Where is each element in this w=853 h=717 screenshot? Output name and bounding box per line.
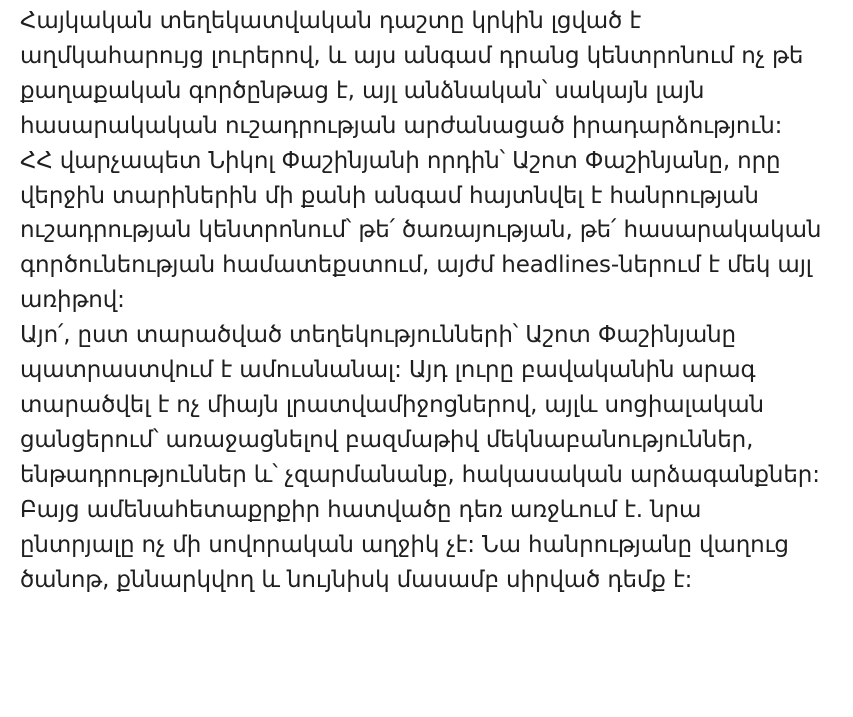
text-line: քաղաքական գործընթաց է, այլ անձնական՝ սակայն լայն xyxy=(20,77,705,104)
text-line: աղմկահարույց լուրերով, և այս անգամ դրանց կենտրոնում ոչ թե xyxy=(20,42,804,69)
text-line: ՀՀ վարչապետ Նիկոլ Փաշինյանի որդին՝ Աշոտ Փաշինյանը, որը xyxy=(20,147,781,174)
article-body xyxy=(20,4,850,597)
text-line: պատրաստվում է ամուսնանալ: Այդ լուրը բավականին արագ xyxy=(20,357,756,384)
text-line: Հայկական տեղեկատվական դաշտը կրկին լցված է xyxy=(20,8,642,34)
text-line: տարածվել է ոչ միայն լրատվամիջոցներով, այլև սոցիալական xyxy=(20,391,764,418)
text-line: ենթադրություններ և՝ չզարմանանք, հակասական արձագանքներ: xyxy=(20,461,820,488)
text-line: ծանոթ, քննարկվող և նույնիսկ մասամբ սիրված դեմք է: xyxy=(20,566,693,593)
text-line: ուշադրության կենտրոնում՝ թե՛ ծառայության, թե՛ հասարակական xyxy=(20,217,822,244)
text-line: առիթով: xyxy=(20,287,125,314)
text-line: Այո՛, ըստ տարածված տեղեկությունների՝ Աշոտ Փաշինյանը xyxy=(20,322,736,349)
paragraph-son xyxy=(20,144,850,319)
text-line: գործունեության համատեքստում, այժմ headlines-ներում է մեկ այլ xyxy=(20,252,812,279)
paragraph-wedding xyxy=(20,318,850,597)
text-line: հասարակական ուշադրության արժանացած իրադարձություն: xyxy=(20,112,783,139)
paragraph-intro xyxy=(20,4,850,144)
text-line: վերջին տարիներին մի քանի անգամ հայտնվել է հանրության xyxy=(20,182,759,209)
text-line: ցանցերում՝ առաջացնելով բազմաթիվ մեկնաբանություններ, xyxy=(20,426,754,453)
text-line: Բայց ամենահետաքրքիր հատվածը դեռ առջևում է. նրա xyxy=(20,496,702,523)
text-line: ընտրյալը ոչ մի սովորական աղջիկ չէ: Նա հանրությանը վաղուց xyxy=(20,531,789,558)
